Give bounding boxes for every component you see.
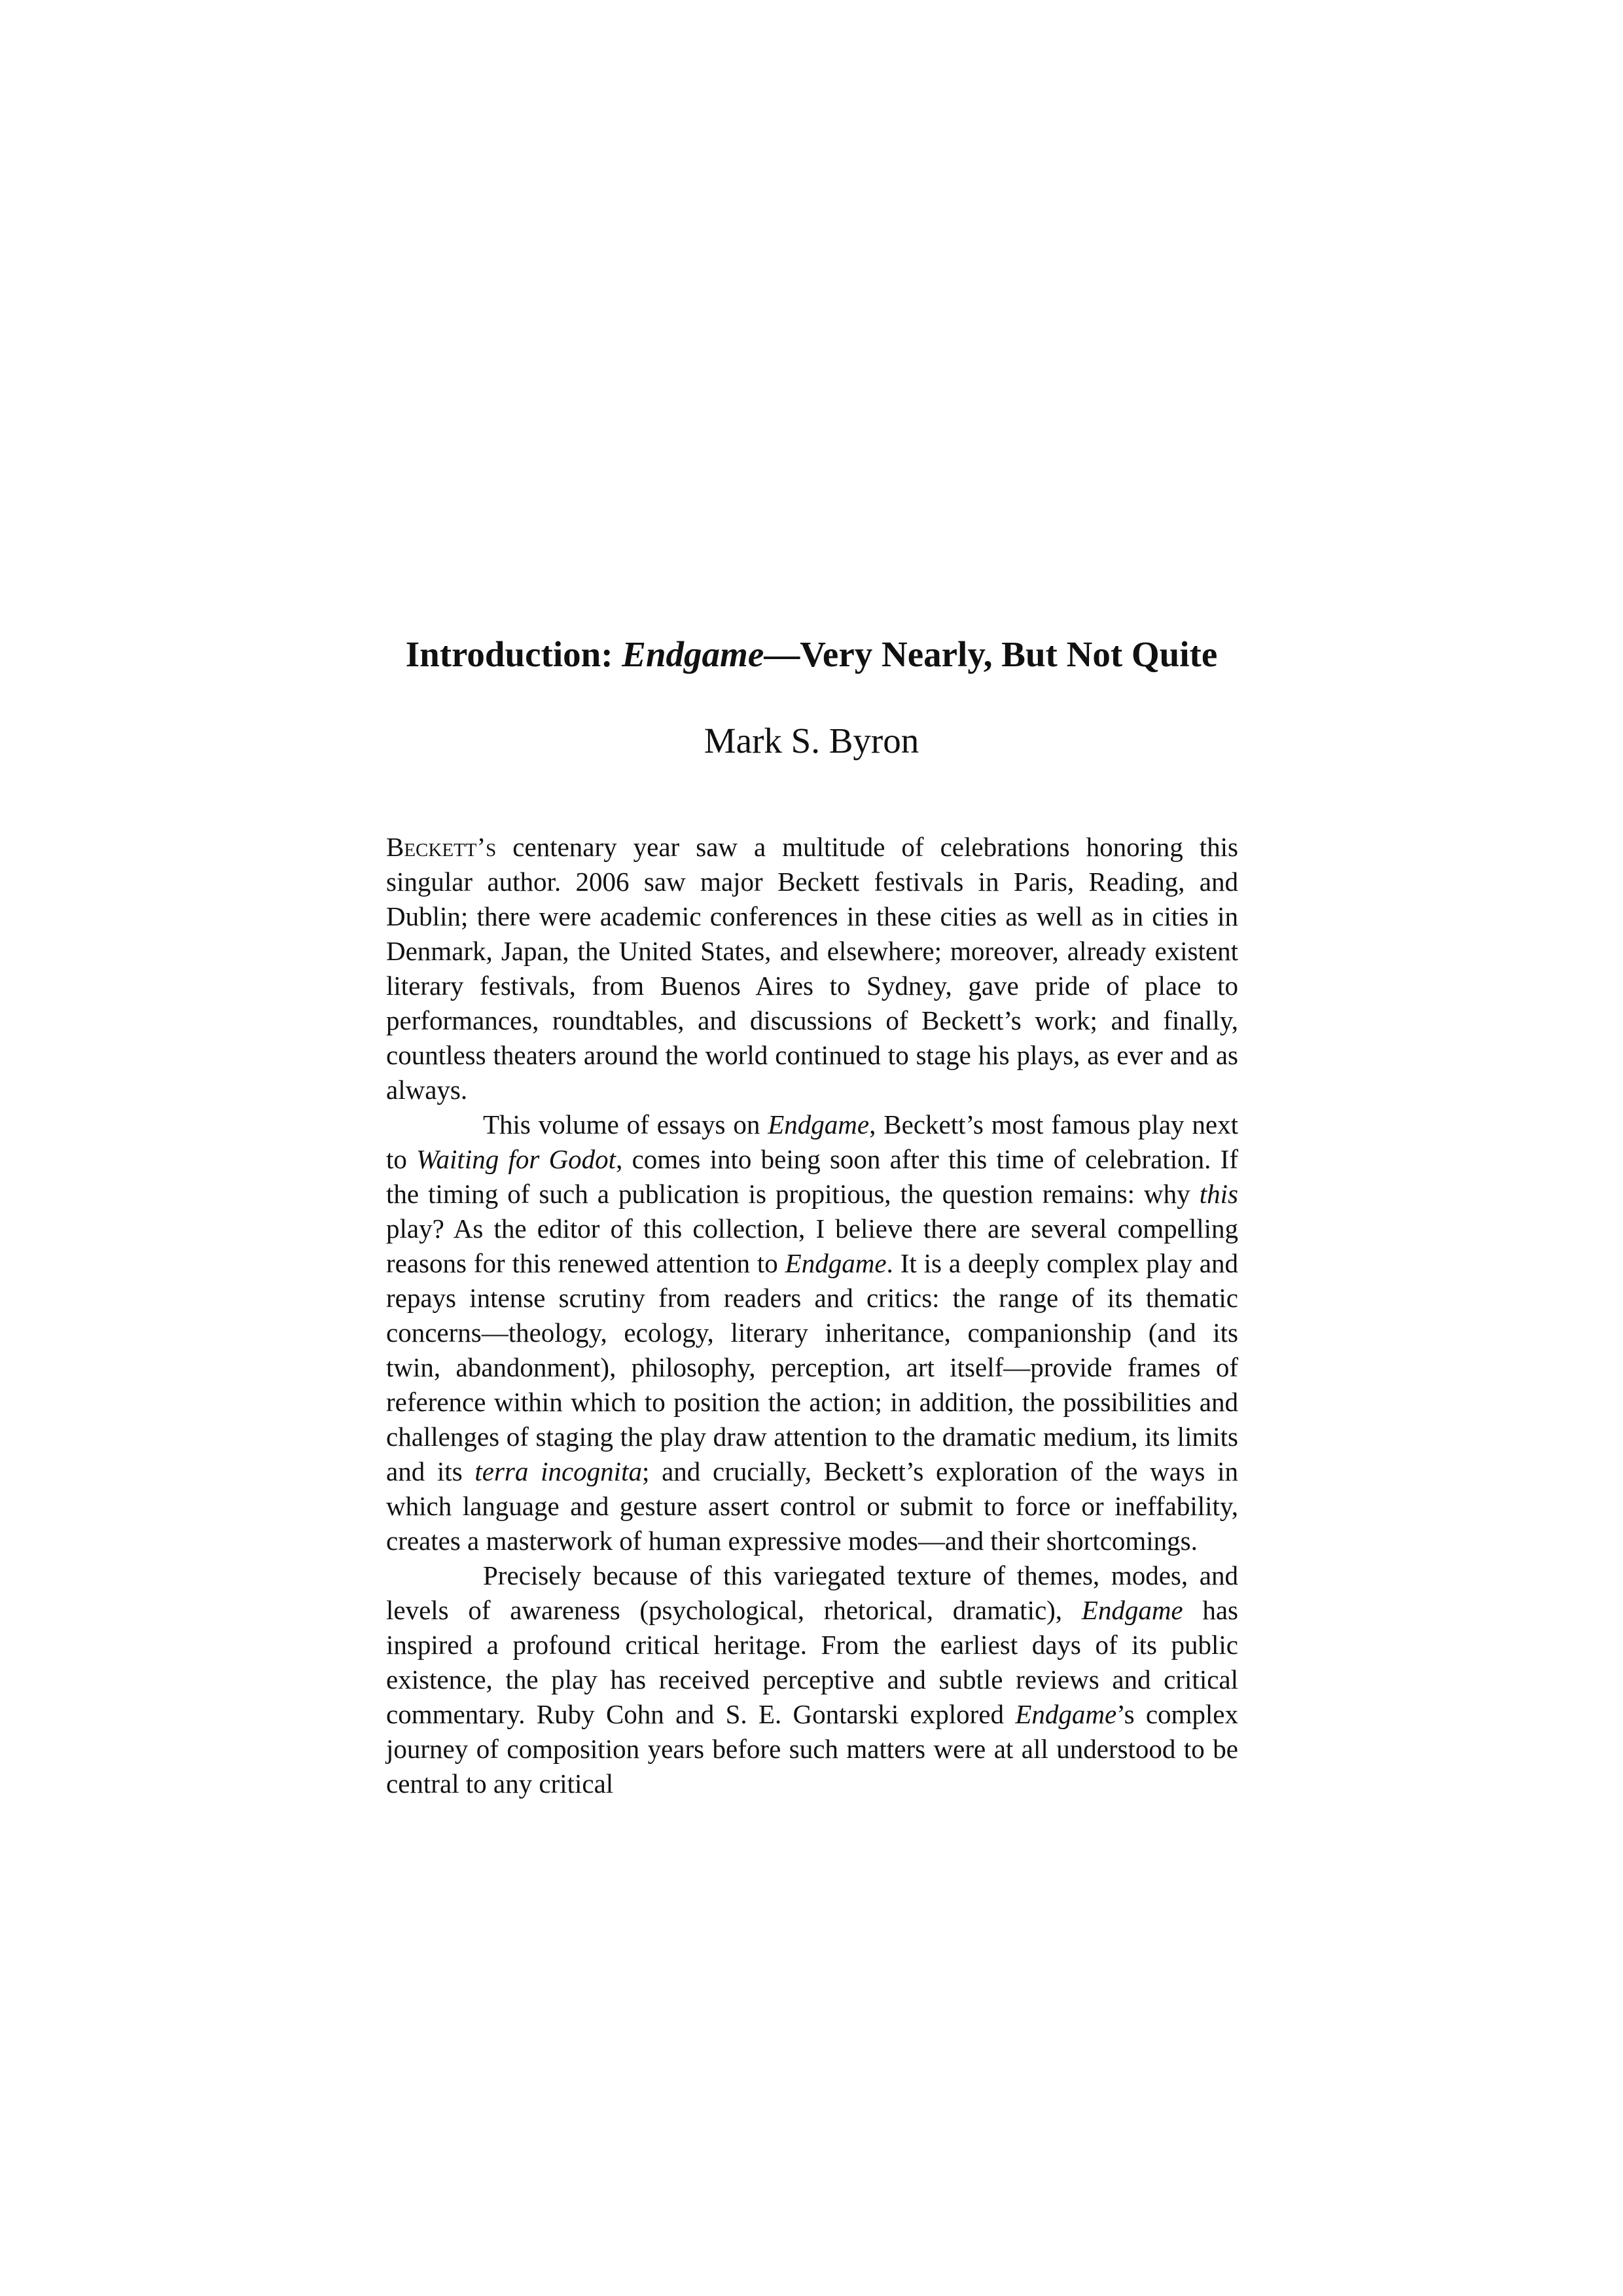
chapter-title-italic: Endgame bbox=[622, 634, 764, 674]
italic-text-segment: Endgame bbox=[1081, 1595, 1183, 1625]
italic-text-segment: Endgame bbox=[768, 1109, 870, 1139]
author-name: Mark S. Byron bbox=[704, 721, 919, 761]
chapter-title-prefix: Introduction: bbox=[405, 634, 622, 674]
text-segment: Precisely because of this variegated texture of themes, modes, and levels of awareness (psychological, rhetorical, dramatic), bbox=[386, 1560, 1238, 1625]
italic-text-segment: Endgame bbox=[1015, 1699, 1117, 1729]
text-segment: ; and crucially, Beckett’s exploration of the ways in which language and gesture assert control or submit to force or ineffability, creates a masterwork of human expressive modes—and their shortcomings. bbox=[386, 1456, 1238, 1556]
italic-text-segment: this bbox=[1199, 1179, 1238, 1209]
paragraph bbox=[386, 1107, 1238, 1558]
body-text bbox=[386, 830, 1238, 1801]
text-segment: This volume of essays on bbox=[483, 1109, 768, 1139]
italic-text-segment: Waiting for Godot bbox=[416, 1144, 616, 1174]
smallcaps-text-segment: Beckett’s bbox=[386, 832, 497, 862]
italic-text-segment: Endgame bbox=[785, 1248, 887, 1278]
text-segment: play? As the editor of this collection, I believe there are several compelling reasons for this renewed attention to bbox=[386, 1213, 1238, 1278]
chapter-title-suffix: —Very Nearly, But Not Quite bbox=[764, 634, 1218, 674]
text-segment: ’s complex journey of composition years before such matters were at all understood to be central to any critical bbox=[386, 1699, 1238, 1799]
italic-text-segment: terra incognita bbox=[474, 1456, 642, 1486]
text-segment: . It is a deeply complex play and repays intense scrutiny from readers and critics: the range of its thematic concerns—theology, ecology, literary inheritance, companionship (and its twin, abandonment), philosophy, perception, art itself—provide frames of reference within which to position the action; in addition, the possibilities and challenges of staging the play draw attention to the dramatic medium, its limits and its bbox=[386, 1248, 1238, 1486]
text-segment: , comes into being soon after this time of celebration. If the timing of such a publication is propitious, the question remains: why bbox=[386, 1144, 1238, 1209]
text-segment: centenary year saw a multitude of celebrations honoring this singular author. 2006 saw major Beckett festivals in Paris, Reading, and Dublin; there were academic conferences in these cities as well as in cities in Denmark, Japan, the United States, and elsewhere; moreover, already existent literary festivals, from Buenos Aires to Sydney, gave pride of place to performances, roundtables, and discussions of Beckett’s work; and finally, countless theaters around the world continued to stage his plays, as ever and as always. bbox=[386, 832, 1238, 1105]
text-segment: , Beckett’s most famous play next to bbox=[386, 1109, 1238, 1174]
chapter-title bbox=[0, 632, 1623, 677]
paragraph bbox=[386, 830, 1238, 1107]
paragraph bbox=[386, 1558, 1238, 1801]
text-segment: has inspired a profound critical heritage. From the earliest days of its public existence, the play has received perceptive and subtle reviews and critical commentary. Ruby Cohn and S. E. Gontarski explored bbox=[386, 1595, 1239, 1729]
